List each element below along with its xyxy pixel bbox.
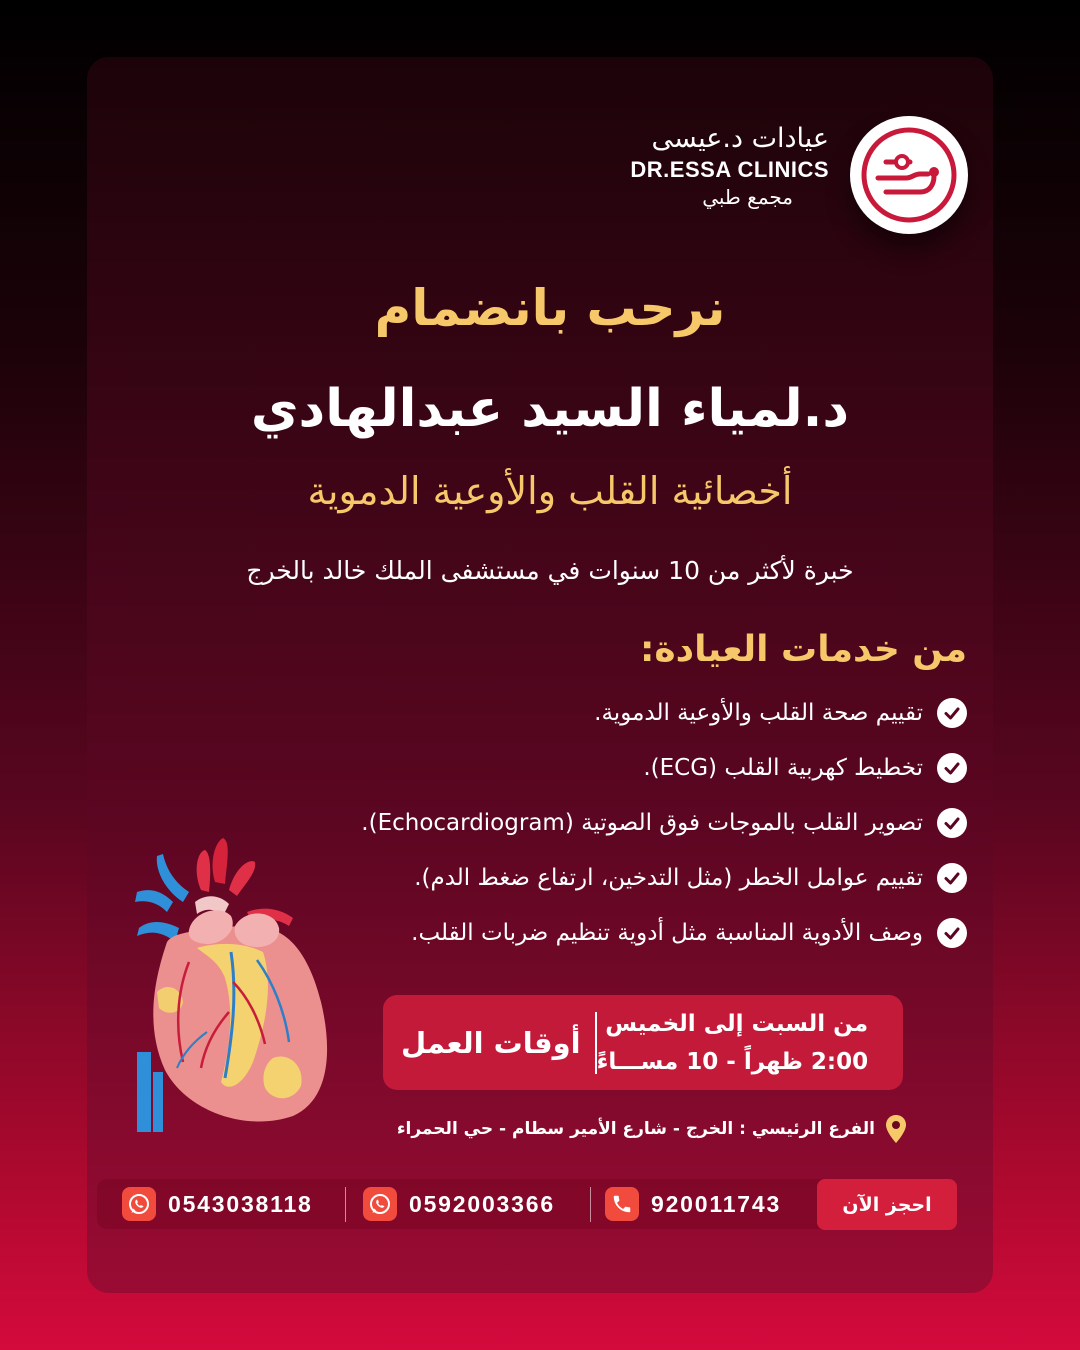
working-time: 2:00 ظهراً - 10 مســـاءً bbox=[596, 1048, 869, 1075]
address-line bbox=[397, 1114, 907, 1144]
whatsapp-contact-1[interactable] bbox=[363, 1186, 555, 1222]
brand-subtitle: مجمع طبي bbox=[702, 185, 793, 209]
phone-icon bbox=[605, 1187, 639, 1221]
brand-name-ar: عيادات د.عيسى bbox=[651, 123, 829, 154]
whatsapp-icon bbox=[122, 1187, 156, 1221]
doctor-specialty: أخصائية القلب والأوعية الدموية bbox=[307, 469, 793, 513]
address-text: الفرع الرئيسي : الخرج - شارع الأمير سطام - حي الحمراء bbox=[396, 1119, 875, 1139]
clinic-logo bbox=[850, 116, 968, 234]
list-item bbox=[361, 740, 967, 795]
phone-contact[interactable] bbox=[605, 1186, 781, 1222]
list-item bbox=[361, 850, 967, 905]
whatsapp-number-1: 0592003366 bbox=[409, 1190, 555, 1217]
list-item bbox=[361, 685, 967, 740]
hours-divider bbox=[595, 1012, 597, 1074]
divider bbox=[590, 1187, 591, 1222]
whatsapp-contact-2[interactable] bbox=[122, 1186, 313, 1222]
check-icon bbox=[937, 918, 967, 948]
services-list bbox=[361, 685, 967, 960]
working-days: من السبت إلى الخميس bbox=[605, 1010, 869, 1037]
phone-number: 920011743 bbox=[651, 1190, 782, 1217]
service-text: تخطيط كهربية القلب (ECG). bbox=[643, 754, 923, 781]
working-hours-label: أوقات العمل bbox=[401, 1025, 581, 1060]
check-icon bbox=[937, 808, 967, 838]
working-hours-detail bbox=[597, 1005, 890, 1081]
list-item bbox=[361, 905, 967, 960]
whatsapp-icon bbox=[363, 1187, 397, 1221]
service-text: تقييم عوامل الخطر (مثل التدخين، ارتفاع ضغط الدم). bbox=[414, 864, 923, 891]
check-icon bbox=[937, 698, 967, 728]
check-icon bbox=[937, 753, 967, 783]
service-text: تصوير القلب بالموجات فوق الصوتية (Echocardiogram). bbox=[361, 809, 923, 836]
services-title: من خدمات العيادة: bbox=[640, 629, 967, 670]
location-pin-icon bbox=[885, 1114, 907, 1144]
divider bbox=[345, 1187, 346, 1222]
flyer-card bbox=[87, 57, 993, 1293]
check-icon bbox=[937, 863, 967, 893]
brand-name-en: DR.ESSA CLINICS bbox=[630, 157, 829, 182]
working-hours-box bbox=[383, 995, 903, 1090]
book-now-button[interactable]: احجز الآن bbox=[817, 1179, 957, 1230]
list-item bbox=[361, 795, 967, 850]
experience-text: خبرة لأكثر من 10 سنوات في مستشفى الملك خالد بالخرج bbox=[246, 556, 854, 585]
welcome-heading: نرحب بانضمام bbox=[374, 279, 726, 337]
whatsapp-number-2: 0543038118 bbox=[168, 1190, 313, 1217]
service-text: تقييم صحة القلب والأوعية الدموية. bbox=[594, 699, 923, 726]
doctor-name: د.لمياء السيد عبدالهادي bbox=[250, 379, 850, 439]
stethoscope-icon bbox=[850, 116, 968, 234]
service-text: وصف الأدوية المناسبة مثل أدوية تنظيم ضربات القلب. bbox=[411, 919, 923, 946]
heart-illustration bbox=[97, 832, 337, 1132]
